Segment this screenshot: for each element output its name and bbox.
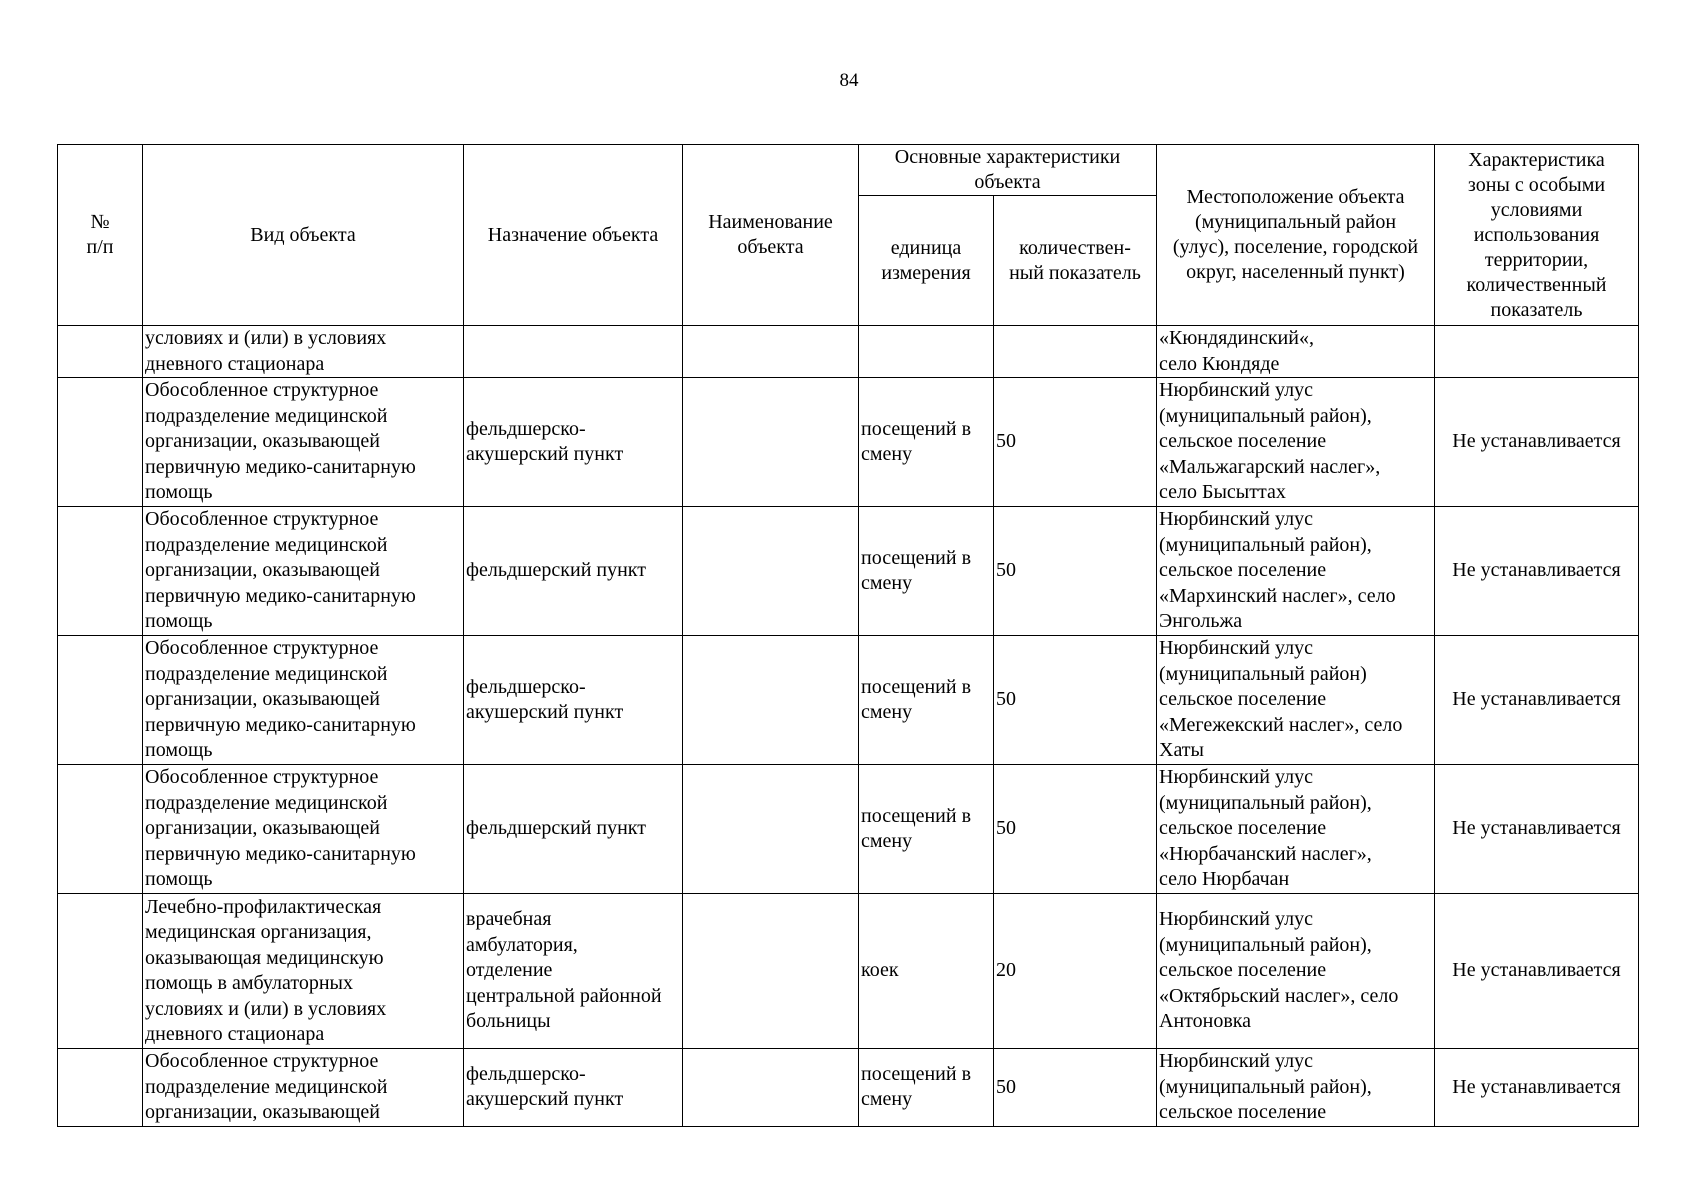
cell-purpose: фельдшерско- акушерский пункт: [464, 378, 683, 507]
cell-quantity: 50: [994, 378, 1157, 507]
cell-name: [683, 507, 859, 636]
table-row: [58, 894, 1639, 1049]
cell-unit: посещений в смену: [859, 636, 994, 765]
cell-kind: Обособленное структурное подразделение медицинской организации, оказывающей: [143, 1049, 464, 1127]
cell-kind: Обособленное структурное подразделение медицинской организации, оказывающей первичную медико-санитарную помощь: [143, 765, 464, 894]
cell-quantity: [994, 326, 1157, 378]
cell-location: Нюрбинский улус (муниципальный район), сельское поселение: [1157, 1049, 1435, 1127]
cell-zone: [1435, 326, 1639, 378]
cell-quantity: 50: [994, 765, 1157, 894]
cell-num: [58, 636, 143, 765]
cell-zone: Не устанавливается: [1435, 507, 1639, 636]
cell-num: [58, 507, 143, 636]
cell-unit: посещений в смену: [859, 765, 994, 894]
header-unit: единица измерения: [859, 196, 994, 326]
page-number: 84: [839, 70, 859, 91]
cell-quantity: 50: [994, 507, 1157, 636]
objects-table: [57, 144, 1639, 1127]
cell-purpose: фельдшерский пункт: [464, 507, 683, 636]
cell-kind: Обособленное структурное подразделение медицинской организации, оказывающей первичную медико-санитарную помощь: [143, 507, 464, 636]
cell-zone: Не устанавливается: [1435, 765, 1639, 894]
cell-purpose: фельдшерско- акушерский пункт: [464, 636, 683, 765]
cell-num: [58, 894, 143, 1049]
header-num: № п/п: [58, 145, 143, 326]
cell-name: [683, 378, 859, 507]
cell-num: [58, 378, 143, 507]
cell-location: Нюрбинский улус (муниципальный район), сельское поселение «Нюрбачанский наслег», село Нюрбачан: [1157, 765, 1435, 894]
header-kind: Вид объекта: [143, 145, 464, 326]
cell-unit: коек: [859, 894, 994, 1049]
table-row: [58, 378, 1639, 507]
cell-location: «Кюндядинский«, село Кюндяде: [1157, 326, 1435, 378]
header-zone: Характеристика зоны с особыми условиями использования территории, количественный показатель: [1435, 145, 1639, 326]
table-row: [58, 507, 1639, 636]
cell-name: [683, 326, 859, 378]
cell-zone: Не устанавливается: [1435, 378, 1639, 507]
cell-unit: посещений в смену: [859, 507, 994, 636]
cell-zone: Не устанавливается: [1435, 636, 1639, 765]
cell-quantity: 50: [994, 636, 1157, 765]
cell-kind: Обособленное структурное подразделение медицинской организации, оказывающей первичную медико-санитарную помощь: [143, 378, 464, 507]
cell-kind: Лечебно-профилактическая медицинская организация, оказывающая медицинскую помощь в амбулаторных условиях и (или) в условиях дневного стационара: [143, 894, 464, 1049]
cell-num: [58, 326, 143, 378]
table-row: [58, 326, 1639, 378]
cell-zone: Не устанавливается: [1435, 1049, 1639, 1127]
cell-purpose: фельдшерско- акушерский пункт: [464, 1049, 683, 1127]
cell-kind: условиях и (или) в условиях дневного стационара: [143, 326, 464, 378]
cell-location: Нюрбинский улус (муниципальный район), сельское поселение «Мальжагарский наслег», село Бысыттах: [1157, 378, 1435, 507]
cell-purpose: [464, 326, 683, 378]
cell-num: [58, 1049, 143, 1127]
cell-purpose: фельдшерский пункт: [464, 765, 683, 894]
table-row: [58, 1049, 1639, 1127]
cell-unit: [859, 326, 994, 378]
header-location: Местоположение объекта (муниципальный район (улус), поселение, городской округ, населенный пункт): [1157, 145, 1435, 326]
header-purpose: Назначение объекта: [464, 145, 683, 326]
cell-name: [683, 1049, 859, 1127]
cell-location: Нюрбинский улус (муниципальный район), сельское поселение «Октябрьский наслег», село Антоновка: [1157, 894, 1435, 1049]
cell-purpose: врачебная амбулатория, отделение центральной районной больницы: [464, 894, 683, 1049]
cell-quantity: 20: [994, 894, 1157, 1049]
table-header: [58, 145, 1639, 326]
table-body: [58, 326, 1639, 1127]
cell-quantity: 50: [994, 1049, 1157, 1127]
cell-name: [683, 894, 859, 1049]
cell-num: [58, 765, 143, 894]
cell-unit: посещений в смену: [859, 1049, 994, 1127]
cell-location: Нюрбинский улус (муниципальный район), сельское поселение «Мархинский наслег», село Энгольжа: [1157, 507, 1435, 636]
cell-name: [683, 636, 859, 765]
cell-zone: Не устанавливается: [1435, 894, 1639, 1049]
header-quantity: количествен- ный показатель: [994, 196, 1157, 326]
header-main-characteristics: Основные характеристики объекта: [859, 145, 1157, 196]
header-name: Наименование объекта: [683, 145, 859, 326]
cell-name: [683, 765, 859, 894]
cell-unit: посещений в смену: [859, 378, 994, 507]
table-row: [58, 765, 1639, 894]
cell-kind: Обособленное структурное подразделение медицинской организации, оказывающей первичную медико-санитарную помощь: [143, 636, 464, 765]
cell-location: Нюрбинский улус (муниципальный район) сельское поселение «Мегежекский наслег», село Хаты: [1157, 636, 1435, 765]
table-row: [58, 636, 1639, 765]
